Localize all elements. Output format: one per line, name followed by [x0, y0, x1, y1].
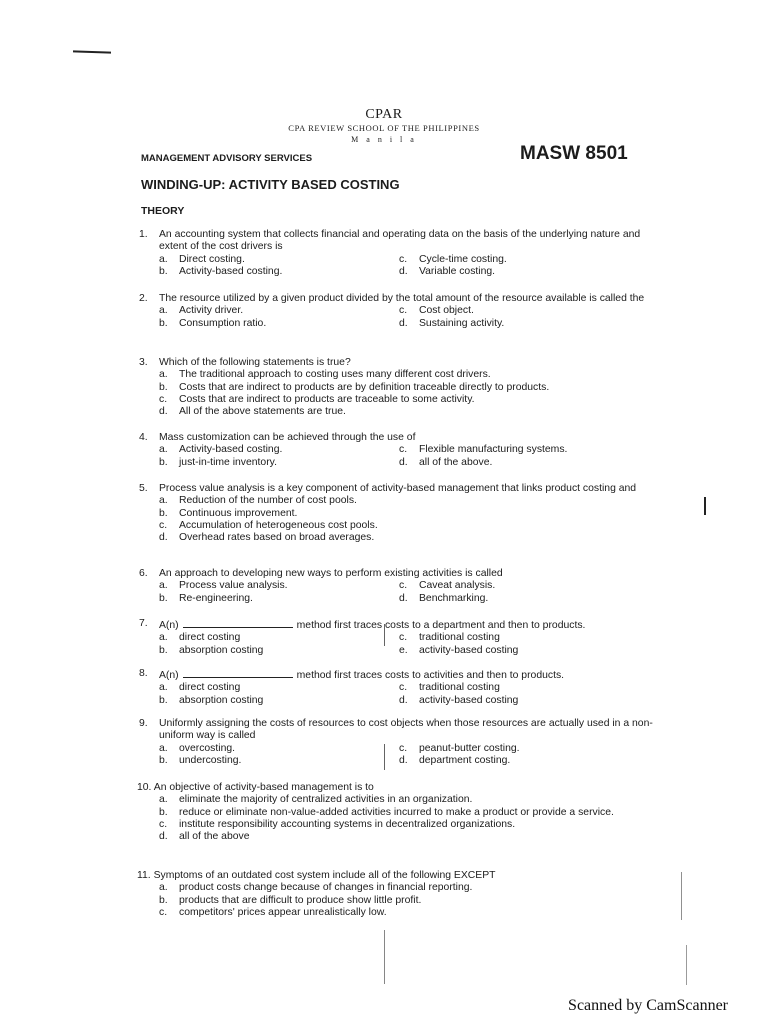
question-item: [0, 293, 660, 330]
option: a. The traditional approach to costing uses many different cost drivers.: [159, 369, 491, 381]
question-stem-suffix: method first traces costs to activities and then to products.: [296, 670, 565, 681]
option: a. Process value analysis.: [159, 580, 288, 592]
scanner-watermark: Scanned by CamScanner: [568, 997, 728, 1014]
option: d. activity-based costing: [399, 694, 519, 706]
question-stem-prefix: A(n): [159, 620, 179, 631]
question-stem: An accounting system that collects financial and operating data on the basis of the underlying nature and extent of the cost drivers is: [159, 229, 641, 253]
question-number: 6.: [139, 568, 148, 579]
question-item: [0, 618, 660, 657]
option: c. Cost object.: [399, 305, 474, 317]
option: a. Activity driver.: [159, 305, 244, 317]
option: a. product costs change because of changes in financial reporting.: [159, 882, 473, 894]
option: b. undercosting.: [159, 754, 242, 766]
question-item: [0, 870, 660, 919]
question-stem: An objective of activity-based management is to: [153, 782, 374, 793]
section-heading: THEORY: [141, 205, 185, 217]
question-number: 10.: [137, 782, 152, 793]
question-item: [0, 357, 660, 418]
question-number: 9.: [139, 718, 148, 729]
question-number: 5.: [139, 483, 148, 494]
option: d. all of the above.: [399, 456, 493, 468]
option: b. absorption costing: [159, 694, 264, 706]
question-number: 2.: [139, 293, 148, 304]
option: d. Overhead rates based on broad averages.: [159, 532, 375, 544]
school-name: CPA REVIEW SCHOOL OF THE PHILIPPINES: [288, 123, 480, 133]
option: b. absorption costing: [159, 644, 264, 656]
question-stem: Uniformly assigning the costs of resources to cost objects when those resources are actually used in a non-uniform way is called: [159, 718, 653, 742]
option: e. activity-based costing: [399, 644, 519, 656]
option: c. competitors' prices appear unrealistically low.: [159, 906, 387, 918]
option: c. Caveat analysis.: [399, 580, 496, 592]
option: d. department costing.: [399, 754, 511, 766]
option: a. Direct costing.: [159, 253, 245, 265]
option: c. institute responsibility accounting systems in decentralized organizations.: [159, 818, 516, 830]
question-stem: Process value analysis is a key component of activity-based management that links product costing and: [159, 483, 637, 494]
question-stem-suffix: method first traces costs to a department and then to products.: [296, 620, 586, 631]
option: c. Cycle-time costing.: [399, 253, 507, 265]
school-city: M a n i l a: [351, 135, 417, 144]
option: b. reduce or eliminate non-value-added activities incurred to make a product or provide a service.: [159, 806, 614, 818]
option: b. products that are difficult to produce show little profit.: [159, 894, 422, 906]
option: d. Benchmarking.: [399, 592, 489, 604]
question-item: [0, 668, 660, 707]
question-item: [0, 432, 660, 469]
question-item: [0, 718, 660, 767]
question-stem: Symptoms of an outdated cost system include all of the following EXCEPT: [153, 870, 496, 881]
option: b. just-in-time inventory.: [159, 456, 277, 468]
option: a. overcosting.: [159, 742, 236, 754]
option: c. Flexible manufacturing systems.: [399, 444, 568, 456]
question-item: [0, 229, 660, 278]
scan-mark: [704, 497, 706, 515]
option: d. All of the above statements are true.: [159, 406, 346, 418]
option: b. Consumption ratio.: [159, 317, 267, 329]
org-name: CPAR: [365, 107, 403, 122]
option: d. Variable costing.: [399, 265, 496, 277]
question-item: [0, 483, 660, 544]
option: c. peanut-butter costing.: [399, 742, 520, 754]
answer-blank: [183, 618, 293, 628]
question-stem: Which of the following statements is true?: [159, 357, 351, 368]
question-stem: Mass customization can be achieved through the use of: [159, 432, 416, 443]
scan-mark: [384, 930, 385, 984]
subject-name: MANAGEMENT ADVISORY SERVICES: [141, 153, 313, 164]
question-number: 7.: [139, 618, 148, 629]
option: a. eliminate the majority of centralized activities in an organization.: [159, 794, 473, 806]
option: b. Costs that are indirect to products are by definition traceable directly to products.: [159, 381, 550, 393]
option: b. Re-engineering.: [159, 592, 253, 604]
question-number: 8.: [139, 668, 148, 679]
document-title: WINDING-UP: ACTIVITY BASED COSTING: [141, 177, 400, 192]
option: c. traditional costing: [399, 682, 500, 694]
option: b. Activity-based costing.: [159, 265, 283, 277]
course-code: MASW 8501: [520, 143, 628, 164]
option: a. direct costing: [159, 682, 241, 694]
option: c. traditional costing: [399, 632, 500, 644]
scan-mark: [681, 872, 682, 920]
answer-blank: [183, 668, 293, 678]
option: b. Continuous improvement.: [159, 507, 298, 519]
question-stem: An approach to developing new ways to perform existing activities is called: [159, 568, 503, 579]
question-number: 11.: [137, 870, 151, 881]
question-number: 4.: [139, 432, 148, 443]
option: a. Reduction of the number of cost pools.: [159, 495, 357, 507]
option: c. Costs that are indirect to products are traceable to some activity.: [159, 393, 475, 405]
question-number: 1.: [139, 229, 148, 240]
question-number: 3.: [139, 357, 148, 368]
option: a. direct costing: [159, 632, 241, 644]
scan-mark: [686, 945, 687, 985]
option: a. Activity-based costing.: [159, 444, 283, 456]
option: d. Sustaining activity.: [399, 317, 505, 329]
option: c. Accumulation of heterogeneous cost pools.: [159, 519, 378, 531]
question-stem-prefix: A(n): [159, 670, 179, 681]
question-item: [0, 782, 660, 843]
scan-mark: [73, 50, 111, 53]
question-item: [0, 568, 660, 605]
question-stem: The resource utilized by a given product divided by the total amount of the resource available is called the: [159, 293, 645, 304]
option: d. all of the above: [159, 831, 250, 843]
